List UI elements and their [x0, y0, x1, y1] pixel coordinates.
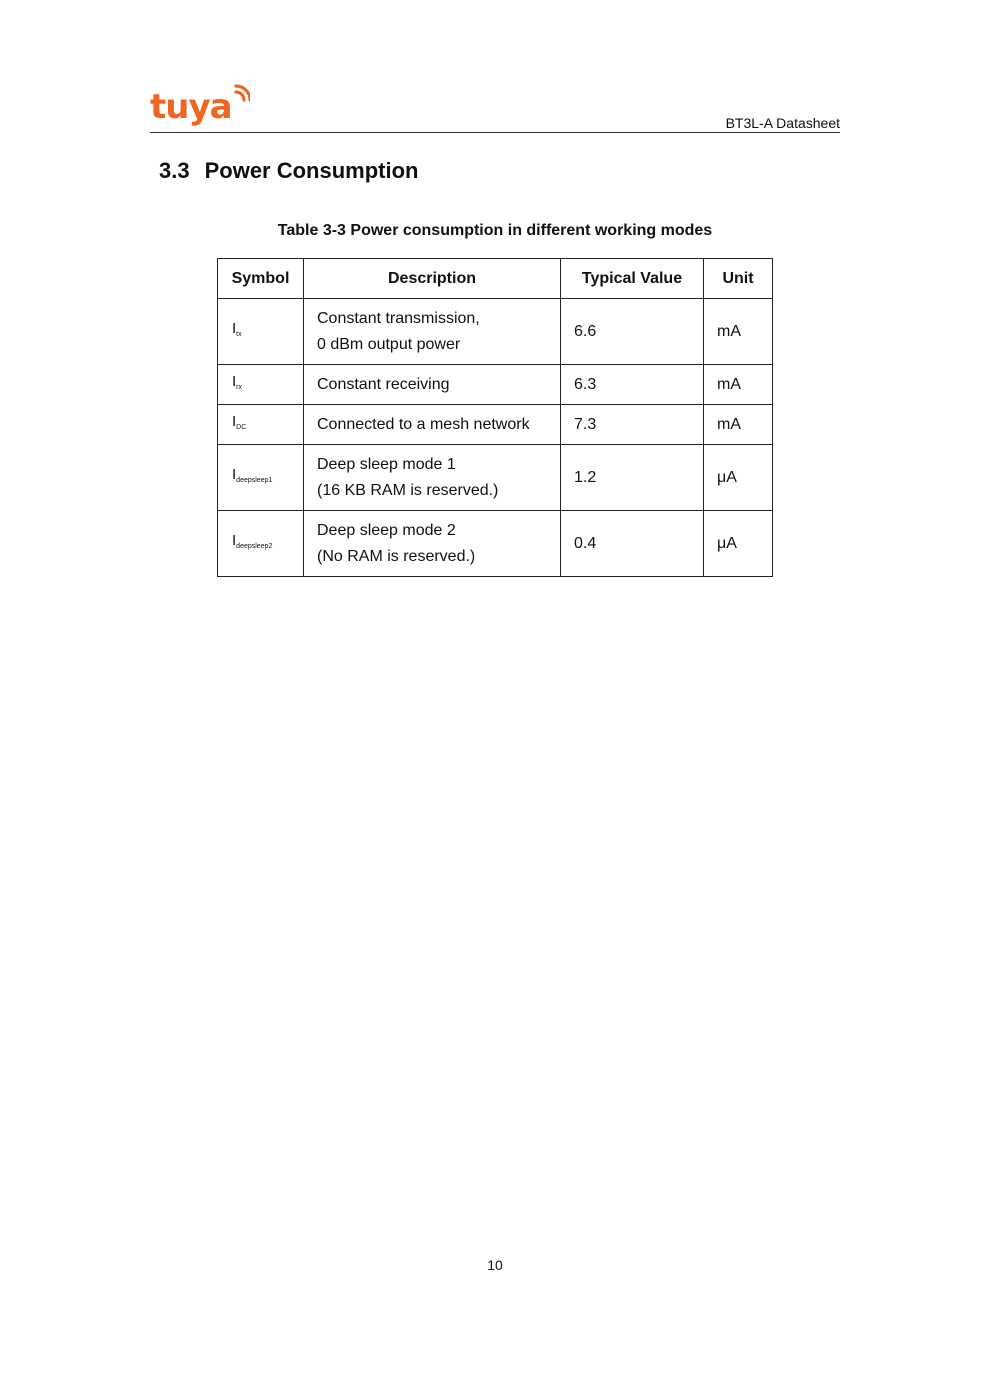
- symbol-subscript: tx: [236, 330, 242, 338]
- description-cell: [304, 511, 561, 577]
- header-symbol: Symbol: [218, 259, 304, 299]
- description-cell: [304, 445, 561, 511]
- description-cell: [304, 365, 561, 405]
- symbol-subscript: deepsleep2: [236, 542, 273, 550]
- page-number: 10: [487, 1257, 503, 1273]
- description-line: Connected to a mesh network: [317, 415, 530, 433]
- symbol-cell: [218, 511, 304, 577]
- unit-cell: μA: [704, 445, 773, 511]
- table-row: [218, 445, 773, 511]
- table-row: [218, 299, 773, 365]
- table-row: [218, 511, 773, 577]
- tuya-logo-text: tuya: [150, 87, 232, 127]
- unit-cell: mA: [704, 405, 773, 445]
- description-cell: [304, 299, 561, 365]
- table-caption: Table 3-3 Power consumption in different working modes: [277, 222, 713, 239]
- description-line: Constant transmission,: [317, 309, 480, 327]
- unit-cell: mA: [704, 365, 773, 405]
- value-cell: 1.2: [561, 445, 704, 511]
- table-row: [218, 365, 773, 405]
- value-cell: 0.4: [561, 511, 704, 577]
- description-line: Constant receiving: [317, 375, 450, 393]
- description-line: (16 KB RAM is reserved.): [317, 481, 499, 499]
- header-description: Description: [304, 259, 561, 299]
- table-header-row: [218, 259, 773, 299]
- value-cell: 7.3: [561, 405, 704, 445]
- value-cell: 6.3: [561, 365, 704, 405]
- wifi-signal-icon: [236, 86, 250, 100]
- description-cell: [304, 405, 561, 445]
- page-header: [150, 80, 840, 133]
- value-cell: 6.6: [561, 299, 704, 365]
- symbol-cell: [218, 365, 304, 405]
- symbol-cell: [218, 299, 304, 365]
- symbol-cell: [218, 405, 304, 445]
- section-heading: [159, 158, 418, 184]
- document-title: BT3L-A Datasheet: [725, 115, 840, 131]
- symbol-subscript: rx: [236, 383, 243, 391]
- symbol-main: I: [232, 372, 237, 390]
- symbol-main: I: [232, 412, 237, 430]
- header-typical-value: Typical Value: [561, 259, 704, 299]
- unit-cell: μA: [704, 511, 773, 577]
- table-row: [218, 405, 773, 445]
- section-number: 3.3: [159, 158, 190, 183]
- header-unit: Unit: [704, 259, 773, 299]
- description-line: (No RAM is reserved.): [317, 547, 476, 565]
- power-consumption-table: [217, 258, 773, 577]
- symbol-main: I: [232, 319, 237, 337]
- symbol-subscript: deepsleep1: [236, 476, 273, 484]
- description-line: 0 dBm output power: [317, 335, 461, 353]
- symbol-main: I: [232, 531, 237, 549]
- section-title: Power Consumption: [204, 158, 419, 183]
- symbol-main: I: [232, 465, 237, 483]
- unit-cell: mA: [704, 299, 773, 365]
- tuya-logo: [150, 82, 250, 130]
- description-line: Deep sleep mode 1: [317, 455, 456, 473]
- symbol-cell: [218, 445, 304, 511]
- symbol-subscript: DC: [236, 423, 247, 431]
- description-line: Deep sleep mode 2: [317, 521, 456, 539]
